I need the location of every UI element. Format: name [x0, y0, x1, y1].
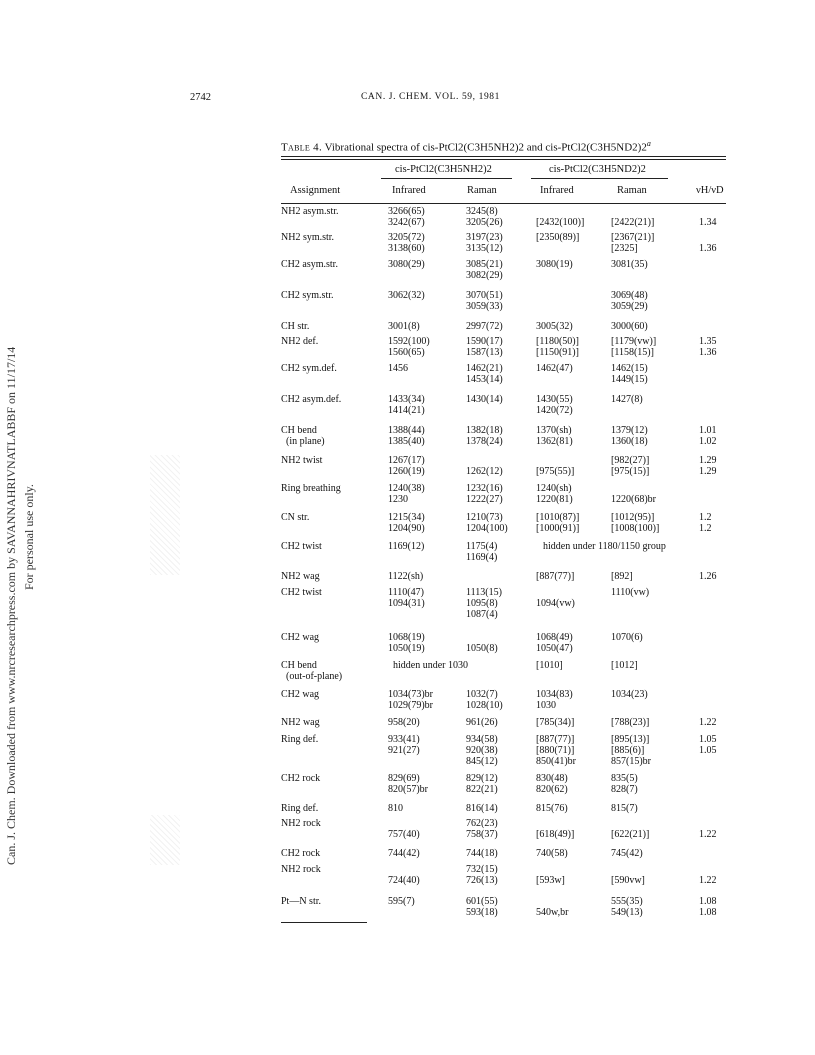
- raman-nd2-cell: 745(42): [611, 848, 643, 859]
- raman-nd2-cell: 555(35) 549(13): [611, 896, 643, 918]
- raman-nd2-cell: [1012]: [611, 660, 638, 671]
- page-number: 2742: [190, 92, 211, 103]
- infrared-nd2-cell: 540w,br: [536, 907, 569, 918]
- raman-nd2-cell: [1012(95)] [1008(100)]: [611, 512, 660, 534]
- infrared-nd2-cell: [593w]: [536, 875, 565, 886]
- raman-nd2-cell: 3069(48) 3059(29): [611, 290, 648, 312]
- table-top-rule-2: [281, 159, 726, 160]
- group-header-nd2: cis-PtCl2(C3H5ND2)2: [549, 164, 646, 175]
- ratio-cell: 1.26: [699, 571, 717, 582]
- infrared-nd2-cell: 3005(32): [536, 321, 573, 332]
- raman-nh2-cell: 3070(51) 3059(33): [466, 290, 503, 312]
- raman-nd2-cell: 1220(68)br: [611, 494, 656, 505]
- assignment-cell: CH str.: [281, 321, 310, 332]
- raman-nh2-cell: 1262(12): [466, 466, 503, 477]
- assignment-cell: CH bend (in plane): [281, 425, 325, 447]
- col-header-raman-1: Raman: [467, 185, 497, 196]
- infrared-nh2-cell: 1240(38) 1230: [388, 483, 425, 505]
- table-bottom-rule: [281, 922, 367, 923]
- col-header-assignment: Assignment: [290, 185, 341, 196]
- infrared-nh2-cell: 3080(29): [388, 259, 425, 270]
- infrared-nd2-cell: [1180(50)] [1150(91)]: [536, 336, 579, 358]
- infrared-nd2-cell: 1068(49) 1050(47): [536, 632, 573, 654]
- infrared-nh2-cell: 1169(12): [388, 541, 425, 552]
- infrared-nh2-cell: 595(7): [388, 896, 415, 907]
- assignment-cell: NH2 sym.str.: [281, 232, 335, 243]
- col-header-raman-2: Raman: [617, 185, 647, 196]
- assignment-cell: NH2 wag: [281, 571, 320, 582]
- infrared-nd2-cell: [887(77)]: [536, 571, 575, 582]
- assignment-cell: CH2 twist: [281, 541, 322, 552]
- scan-noise: [150, 815, 180, 865]
- infrared-nh2-cell: 757(40): [388, 829, 420, 840]
- infrared-nd2-cell: [2350(89)]: [536, 232, 580, 243]
- raman-nh2-cell: 1210(73) 1204(100): [466, 512, 508, 534]
- infrared-nh2-cell: 1388(44) 1385(40): [388, 425, 425, 447]
- assignment-cell: NH2 wag: [281, 717, 320, 728]
- assignment-cell: NH2 rock: [281, 818, 321, 829]
- footnote-mark: a: [646, 139, 651, 148]
- assignment-cell: CH2 wag: [281, 632, 320, 643]
- raman-nd2-cell: 1110(vw): [611, 587, 650, 598]
- table-title: Vibrational spectra of cis-PtCl2(C3H5NH2)2 and cis-PtCl2(C3H5ND2)2: [324, 141, 647, 154]
- ratio-cell: 1.05 1.05: [699, 734, 717, 756]
- raman-nd2-cell: 3000(60): [611, 321, 648, 332]
- raman-nh2-cell: 1462(21) 1453(14): [466, 363, 503, 385]
- raman-nh2-cell: 3085(21) 3082(29): [466, 259, 503, 281]
- assignment-cell: NH2 twist: [281, 455, 323, 466]
- assignment-cell: CH2 twist: [281, 587, 322, 598]
- download-notice: Can. J. Chem. Downloaded from www.nrcresearchpress.com by SAVANNAHRIVNATLABBF on 11/17/14: [4, 346, 18, 865]
- raman-nd2-cell: [590vw]: [611, 875, 645, 886]
- infrared-nh2-cell: 3266(65) 3242(67): [388, 206, 425, 228]
- infrared-nd2-cell: 1370(sh) 1362(81): [536, 425, 573, 447]
- col-header-infrared-2: Infrared: [540, 185, 574, 196]
- infrared-nd2-cell: 830(48) 820(62): [536, 773, 568, 795]
- ratio-cell: 1.35 1.36: [699, 336, 717, 358]
- assignment-cell: Ring breathing: [281, 483, 341, 494]
- infrared-nd2-cell: [975(55)]: [536, 466, 575, 477]
- assignment-cell: CH2 rock: [281, 848, 321, 859]
- raman-nh2-cell: 816(14): [466, 803, 498, 814]
- infrared-nh2-cell: 958(20): [388, 717, 420, 728]
- infrared-nd2-cell: 815(76): [536, 803, 568, 814]
- infrared-nh2-cell: 1433(34) 1414(21): [388, 394, 425, 416]
- raman-nh2-cell: 3245(8) 3205(26): [466, 206, 503, 228]
- raman-nd2-cell: [982(27)] [975(15)]: [611, 455, 650, 477]
- raman-nh2-cell: 732(15) 726(13): [466, 864, 498, 886]
- infrared-nd2-cell: 3080(19): [536, 259, 573, 270]
- infrared-nh2-cell: 1034(73)br 1029(79)br: [388, 689, 433, 711]
- raman-nd2-cell: [1179(vw)] [1158(15)]: [611, 336, 657, 358]
- raman-nd2-cell: 3081(35): [611, 259, 648, 270]
- assignment-cell: Ring def.: [281, 803, 319, 814]
- assignment-cell: CH2 wag: [281, 689, 320, 700]
- ratio-cell: 1.22: [699, 717, 717, 728]
- raman-nh2-cell: 1175(4) 1169(4): [466, 541, 498, 563]
- assignment-cell: CH2 sym.str.: [281, 290, 334, 301]
- table-top-rule: [281, 156, 726, 157]
- raman-nh2-cell: 601(55) 593(18): [466, 896, 498, 918]
- assignment-cell: Ring def.: [281, 734, 319, 745]
- raman-nd2-cell: [895(13)] [885(6)] 857(15)br: [611, 734, 651, 767]
- infrared-nh2-cell: 3062(32): [388, 290, 425, 301]
- assignment-cell: NH2 def.: [281, 336, 319, 347]
- assignment-cell: CH bend (out-of-plane): [281, 660, 343, 682]
- assignment-cell: CH2 asym.str.: [281, 259, 338, 270]
- assignment-cell: CH2 sym.def.: [281, 363, 337, 374]
- infrared-nh2-cell: 3205(72) 3138(60): [388, 232, 425, 254]
- assignment-cell: CH2 asym.def.: [281, 394, 342, 405]
- raman-nd2-cell: [2422(21)]: [611, 217, 655, 228]
- infrared-nh2-cell: 829(69) 820(57)br: [388, 773, 428, 795]
- col-header-infrared-1: Infrared: [392, 185, 426, 196]
- infrared-nh2-cell: 810: [388, 803, 403, 814]
- raman-nh2-cell: 3197(23) 3135(12): [466, 232, 503, 254]
- assignment-cell: NH2 asym.str.: [281, 206, 339, 217]
- infrared-nd2-cell: [1010]: [536, 660, 563, 671]
- span-nd2-cell: hidden under 1180/1150 group: [543, 541, 666, 552]
- raman-nh2-cell: 1032(7) 1028(10): [466, 689, 503, 711]
- raman-nh2-cell: 744(18): [466, 848, 498, 859]
- ratio-cell: 1.08 1.08: [699, 896, 717, 918]
- assignment-cell: CH2 rock: [281, 773, 321, 784]
- raman-nd2-cell: 1034(23): [611, 689, 648, 700]
- raman-nh2-cell: 1113(15) 1095(8) 1087(4): [466, 587, 502, 620]
- raman-nh2-cell: 762(23) 758(37): [466, 818, 498, 840]
- raman-nd2-cell: 1462(15) 1449(15): [611, 363, 648, 385]
- infrared-nh2-cell: 1068(19) 1050(19): [388, 632, 425, 654]
- infrared-nh2-cell: 1122(sh): [388, 571, 424, 582]
- infrared-nd2-cell: [785(34)]: [536, 717, 575, 728]
- span-nh2-cell: hidden under 1030: [393, 660, 468, 671]
- ratio-cell: 1.36: [699, 243, 717, 254]
- raman-nd2-cell: 815(7): [611, 803, 638, 814]
- raman-nh2-cell: 1430(14): [466, 394, 503, 405]
- raman-nh2-cell: 1050(8): [466, 643, 498, 654]
- infrared-nd2-cell: [887(77)] [880(71)] 850(41)br: [536, 734, 576, 767]
- ratio-cell: 1.34: [699, 217, 717, 228]
- infrared-nh2-cell: 1456: [388, 363, 408, 374]
- group-rule-nh2: [381, 178, 512, 179]
- raman-nd2-cell: 1427(8): [611, 394, 643, 405]
- infrared-nh2-cell: 1592(100) 1560(65): [388, 336, 430, 358]
- raman-nd2-cell: 1070(6): [611, 632, 643, 643]
- raman-nh2-cell: 934(58) 920(38) 845(12): [466, 734, 498, 767]
- infrared-nd2-cell: 740(58): [536, 848, 568, 859]
- infrared-nd2-cell: 1094(vw): [536, 598, 575, 609]
- header-rule: [281, 203, 726, 204]
- infrared-nd2-cell: 1240(sh) 1220(81): [536, 483, 573, 505]
- ratio-cell: 1.29 1.29: [699, 455, 717, 477]
- raman-nd2-cell: [892]: [611, 571, 633, 582]
- table-caption: [281, 139, 651, 154]
- raman-nh2-cell: 1590(17) 1587(13): [466, 336, 503, 358]
- infrared-nd2-cell: [2432(100)]: [536, 217, 585, 228]
- infrared-nd2-cell: [618(49)]: [536, 829, 575, 840]
- raman-nh2-cell: 2997(72): [466, 321, 503, 332]
- raman-nh2-cell: 829(12) 822(21): [466, 773, 498, 795]
- raman-nh2-cell: 961(26): [466, 717, 498, 728]
- group-rule-nd2: [531, 178, 668, 179]
- personal-use-notice: For personal use only.: [22, 484, 36, 590]
- raman-nd2-cell: [788(23)]: [611, 717, 650, 728]
- assignment-cell: CN str.: [281, 512, 310, 523]
- assignment-cell: NH2 rock: [281, 864, 321, 875]
- raman-nh2-cell: 1232(16) 1222(27): [466, 483, 503, 505]
- journal-header: CAN. J. CHEM. VOL. 59, 1981: [361, 92, 501, 102]
- group-header-nh2: cis-PtCl2(C3H5NH2)2: [395, 164, 492, 175]
- infrared-nd2-cell: 1430(55) 1420(72): [536, 394, 573, 416]
- infrared-nh2-cell: 724(40): [388, 875, 420, 886]
- ratio-cell: 1.22: [699, 875, 717, 886]
- table-label: Table 4.: [281, 141, 323, 154]
- infrared-nh2-cell: 1215(34) 1204(90): [388, 512, 425, 534]
- raman-nd2-cell: [2367(21)] [2325]: [611, 232, 655, 254]
- infrared-nh2-cell: 744(42): [388, 848, 420, 859]
- infrared-nd2-cell: 1034(83) 1030: [536, 689, 573, 711]
- ratio-cell: 1.01 1.02: [699, 425, 717, 447]
- infrared-nh2-cell: 933(41) 921(27): [388, 734, 420, 756]
- raman-nd2-cell: 835(5) 828(7): [611, 773, 638, 795]
- raman-nd2-cell: 1379(12) 1360(18): [611, 425, 648, 447]
- infrared-nd2-cell: [1010(87)] [1000(91)]: [536, 512, 580, 534]
- col-header-ratio: νH/νD: [696, 185, 724, 196]
- infrared-nh2-cell: 3001(8): [388, 321, 420, 332]
- ratio-cell: 1.22: [699, 829, 717, 840]
- ratio-cell: 1.2 1.2: [699, 512, 712, 534]
- assignment-cell: Pt—N str.: [281, 896, 322, 907]
- raman-nd2-cell: [622(21)]: [611, 829, 650, 840]
- raman-nh2-cell: 1382(18) 1378(24): [466, 425, 503, 447]
- infrared-nh2-cell: 1110(47) 1094(31): [388, 587, 425, 609]
- infrared-nd2-cell: 1462(47): [536, 363, 573, 374]
- scan-noise: [150, 455, 180, 575]
- infrared-nh2-cell: 1267(17) 1260(19): [388, 455, 425, 477]
